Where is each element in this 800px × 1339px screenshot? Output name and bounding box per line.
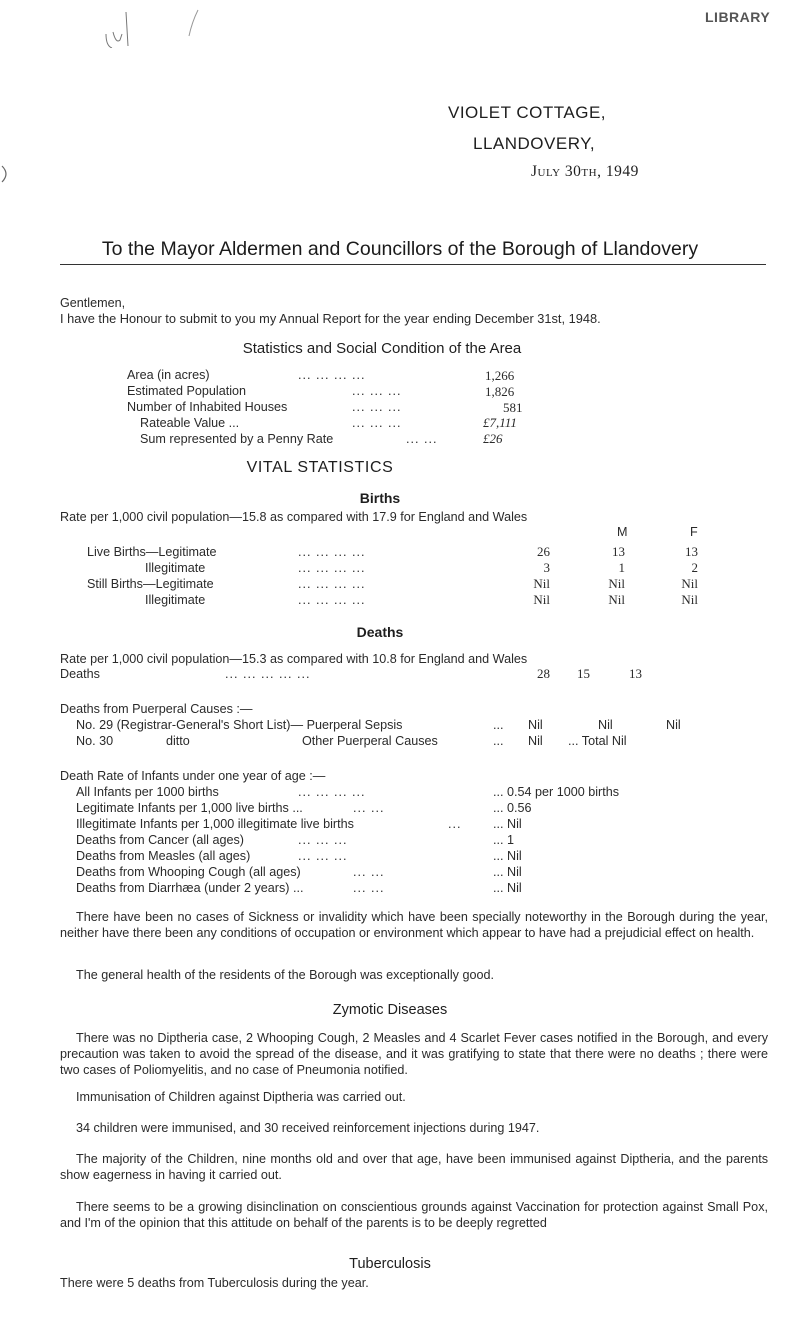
infant-row-dots: ... — [448, 817, 462, 831]
infant-row-value: ... 0.54 per 1000 births — [493, 785, 620, 799]
births-row-f: 2 — [691, 560, 698, 575]
infant-row-label: Illegitimate Infants per 1,000 illegitimate live births — [76, 817, 354, 831]
infant-row-value: ... 1 — [493, 833, 514, 847]
zymotic-paragraph-2: Immunisation of Children against Diptheria was carried out. — [76, 1090, 406, 1104]
tuberculosis-text: There were 5 deaths from Tuberculosis during the year. — [60, 1276, 369, 1290]
salutation: Gentlemen, — [60, 296, 126, 310]
births-row-label: Illegitimate — [145, 593, 206, 607]
puerperal-other-ditto: ditto — [166, 734, 190, 748]
zymotic-heading: Zymotic Diseases — [332, 1002, 448, 1018]
infant-row-label: Deaths from Diarrhæa (under 2 years) ... — [76, 881, 304, 895]
stat-dots: ... ... ... ... — [298, 368, 366, 382]
births-row-label: Illegitimate — [145, 561, 206, 575]
births-col-m: M — [617, 525, 628, 539]
deaths-row-total: 28 — [537, 666, 550, 681]
general-health-paragraph: The general health of the residents of the Borough was exceptionally good. — [76, 968, 494, 982]
vital-statistics-heading: VITAL STATISTICS — [246, 459, 394, 476]
stat-value-area: 1,266 — [485, 368, 515, 383]
infant-row-label: Deaths from Cancer (all ages) — [76, 833, 244, 847]
deaths-rate-text: Rate per 1,000 civil population—15.3 as compared with 10.8 for England and Wales — [60, 652, 528, 666]
births-row-m: Nil — [608, 576, 625, 591]
infant-row-label: Deaths from Whooping Cough (all ages) — [76, 865, 301, 879]
deaths-row-f: 13 — [629, 666, 642, 681]
births-row-total: 3 — [543, 560, 550, 575]
stat-label-houses: Number of Inhabited Houses — [127, 400, 288, 414]
zymotic-paragraph-4: The majority of the Children, nine months old and over that age, have been immunised against Diptheria, and the parents show eagerness in having it carried out. — [60, 1152, 768, 1182]
infant-row-dots: ... ... — [353, 865, 385, 879]
zymotic-paragraph-1: There was no Diptheria case, 2 Whooping Cough, 2 Measles and 4 Scarlet Fever cases notified in the Borough, and every precaution was taken to avoid the spread of the disease, and it was gratifying to state that there were no deaths ; there were two cases of Poliomyelitis, and no case of Pneumonia notified. — [60, 1031, 768, 1077]
stat-value-rateable: £7,111 — [483, 415, 517, 430]
births-row-m: 1 — [618, 560, 625, 575]
address-line-2: LLANDOVERY, — [473, 134, 596, 153]
stat-value-population: 1,826 — [485, 384, 515, 399]
deaths-heading: Deaths — [356, 624, 404, 640]
puerperal-dots: ... — [493, 734, 504, 748]
births-row-dots: ... ... ... ... — [298, 593, 366, 607]
births-heading: Births — [359, 490, 401, 506]
infant-row-value: ... Nil — [493, 881, 522, 895]
infant-row-dots: ... ... — [353, 801, 385, 815]
births-row-total: 26 — [537, 544, 550, 559]
infant-death-intro: Death Rate of Infants under one year of age :— — [60, 769, 326, 783]
letter-date: July 30th, 1949 — [531, 163, 639, 180]
tuberculosis-heading: Tuberculosis — [349, 1256, 431, 1272]
puerperal-other-total: ... Total Nil — [568, 734, 627, 748]
stat-value-penny-rate: £26 — [483, 431, 503, 446]
infant-row-label: Deaths from Measles (all ages) — [76, 849, 251, 863]
stat-label-area: Area (in acres) — [127, 368, 210, 382]
stat-value-houses: 581 — [503, 400, 523, 415]
puerperal-intro: Deaths from Puerperal Causes :— — [60, 702, 253, 716]
puerperal-sepsis-label: No. 29 (Registrar-General's Short List)— Puerperal Sepsis — [76, 718, 403, 732]
puerperal-other-number: No. 30 — [76, 734, 114, 748]
births-row-dots: ... ... ... ... — [298, 545, 366, 559]
infant-row-value: ... Nil — [493, 849, 522, 863]
births-row-label: Live Births—Legitimate — [87, 545, 217, 559]
zymotic-paragraph-5: There seems to be a growing disinclination on conscientious grounds against Vaccination for protection against Small Pox, and I'm of the opinion that this attitude on behalf of the parents is to be deeply regretted — [60, 1200, 768, 1230]
puerperal-other-value-a: Nil — [528, 734, 543, 748]
infant-row-dots: ... ... ... — [298, 833, 348, 847]
births-row-f: 13 — [685, 544, 698, 559]
infant-row-value: ... Nil — [493, 865, 522, 879]
stat-label-population: Estimated Population — [127, 384, 247, 398]
puerperal-sepsis-value-a: Nil — [528, 718, 543, 732]
births-row-f: Nil — [681, 592, 698, 607]
deaths-row-dots: ... ... ... ... ... — [225, 667, 311, 681]
pen-stroke-mark — [186, 8, 200, 38]
births-col-f: F — [690, 525, 698, 539]
births-row-total: Nil — [533, 592, 550, 607]
infant-row-dots: ... ... ... ... — [298, 785, 366, 799]
page-title: To the Mayor Aldermen and Councillors of the Borough of Llandovery — [101, 238, 699, 260]
stat-label-rateable: Rateable Value ... — [140, 416, 240, 430]
births-row-total: Nil — [533, 576, 550, 591]
births-row-dots: ... ... ... ... — [298, 577, 366, 591]
puerperal-other-label: Other Puerperal Causes — [302, 734, 438, 748]
sickness-paragraph: There have been no cases of Sickness or invalidity which have been specially noteworthy in the Borough during the year, neither have there been any conditions of occupation or environment which appear to have had a prejudicial effect on health. — [60, 910, 768, 940]
address-line-1: VIOLET COTTAGE, — [448, 103, 607, 122]
stat-dots: ... ... — [406, 432, 438, 446]
library-stamp: LIBRARY — [705, 9, 771, 25]
stat-dots: ... ... ... — [352, 384, 402, 398]
deaths-row-label: Deaths — [60, 667, 100, 681]
statistics-heading: Statistics and Social Condition of the Area — [242, 340, 522, 357]
stat-label-penny-rate: Sum represented by a Penny Rate — [140, 432, 334, 446]
puerperal-sepsis-value-c: Nil — [666, 718, 681, 732]
deaths-row-m: 15 — [577, 666, 590, 681]
infant-row-dots: ... ... ... — [298, 849, 348, 863]
intro-text: I have the Honour to submit to you my Annual Report for the year ending December 31st, 1948. — [60, 311, 601, 326]
births-row-m: 13 — [612, 544, 625, 559]
infant-row-dots: ... ... — [353, 881, 385, 895]
infant-row-value: ... 0.56 — [493, 801, 532, 815]
births-row-m: Nil — [608, 592, 625, 607]
births-row-dots: ... ... ... ... — [298, 561, 366, 575]
binding-hole-mark — [0, 164, 12, 184]
births-row-label: Still Births—Legitimate — [87, 577, 214, 591]
zymotic-paragraph-3: 34 children were immunised, and 30 received reinforcement injections during 1947. — [76, 1121, 540, 1135]
title-underline — [60, 264, 766, 265]
puerperal-dots: ... — [493, 718, 504, 732]
births-rate-text: Rate per 1,000 civil population—15.8 as compared with 17.9 for England and Wales — [60, 510, 528, 524]
puerperal-sepsis-value-b: Nil — [598, 718, 613, 732]
infant-row-value: ... Nil — [493, 817, 522, 831]
stat-dots: ... ... ... — [352, 416, 402, 430]
handwritten-mark — [96, 6, 136, 48]
infant-row-label: Legitimate Infants per 1,000 live births ... — [76, 801, 303, 815]
births-row-f: Nil — [681, 576, 698, 591]
infant-row-label: All Infants per 1000 births — [76, 785, 219, 799]
stat-dots: ... ... ... — [352, 400, 402, 414]
